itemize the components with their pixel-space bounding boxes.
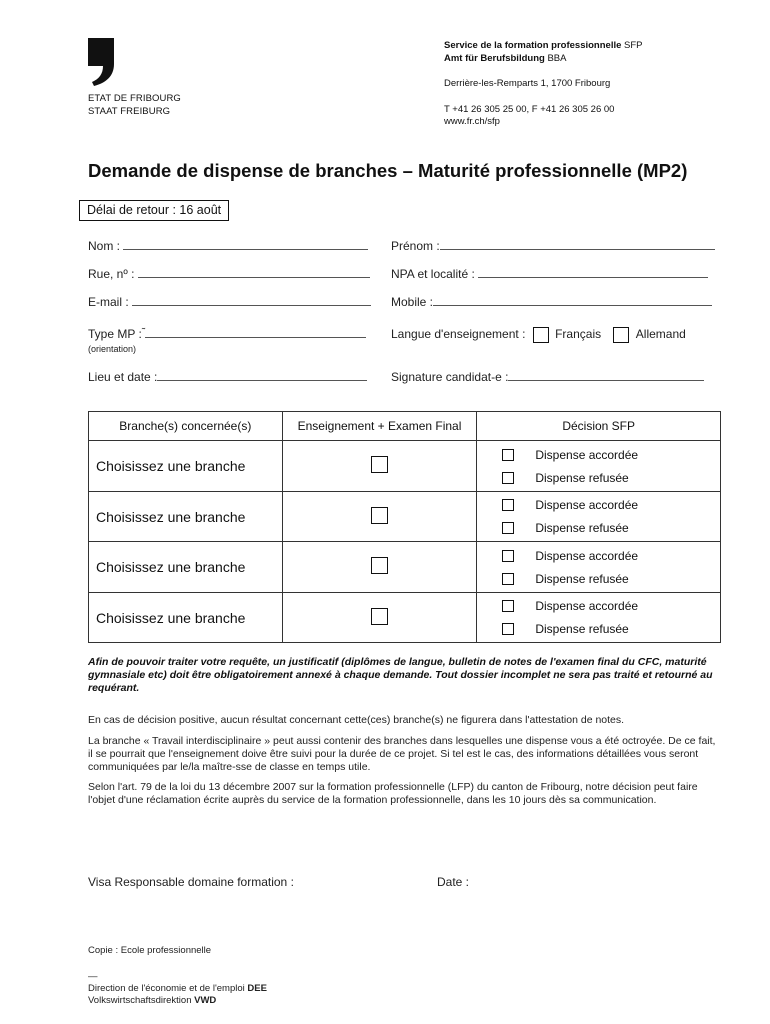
refusee-checkbox[interactable]: [502, 472, 514, 484]
branch-select[interactable]: Choisissez une branche: [89, 593, 283, 643]
table-row: [89, 492, 721, 542]
branch-select[interactable]: Choisissez une branche: [89, 492, 283, 542]
lieu-date-label: Lieu et date :: [88, 370, 158, 384]
signature-field[interactable]: [391, 370, 704, 384]
footer-dir-fr-abbr: DEE: [247, 983, 267, 994]
footer-dir-de-abbr: VWD: [194, 995, 217, 1006]
langue-label: Langue d'enseignement :: [391, 327, 526, 342]
table-row: [89, 593, 721, 643]
enseignement-checkbox[interactable]: [371, 507, 388, 524]
service-phone: T +41 26 305 25 00, F +41 26 305 26 00: [444, 103, 615, 115]
table-row: [89, 542, 721, 593]
service-fr-abbr: SFP: [621, 40, 643, 51]
paragraph-travail: La branche « Travail interdisciplinaire » peut aussi contenir des branches dans lesquelles une dispense vous a été octroyée. De ce fait, il se pourrait que l'enseignement doive être suivi pour la durée de ce projet. Si tel est le cas, des informations détaillées vous seront communiquées par le/la maître-sse de classe en temps utile.: [88, 735, 716, 773]
refusee-checkbox[interactable]: [502, 573, 514, 585]
refusee-label: Dispense refusée: [535, 622, 629, 636]
service-fr: Service de la formation professionnelle: [444, 40, 622, 51]
francais-label: Français: [555, 327, 602, 342]
refusee-checkbox[interactable]: [502, 522, 514, 534]
page-title: Demande de dispense de branches – Maturité professionnelle (MP2): [88, 160, 688, 181]
table-row: [89, 441, 721, 492]
type-mp-field[interactable]: [88, 327, 366, 341]
service-address-block: [444, 40, 643, 129]
footer: [88, 971, 267, 1007]
notice-text: Afin de pouvoir traiter votre requête, un justificatif (diplômes de langue, bulletin de notes de l'examen final du CFC, maturité gymnasiale etc) doit être obligatoirement annexé à chaque demande. Tout dossier incomplet ne sera pas traité et retourné au requérant.: [88, 656, 713, 694]
accordee-label: Dispense accordée: [535, 548, 639, 563]
footer-dir-de: Volkswirtschaftsdirektion: [88, 995, 195, 1006]
col-branches: Branche(s) concernée(s): [89, 412, 283, 441]
accordee-label: Dispense accordée: [535, 599, 639, 613]
type-mp-label: Type MP :: [88, 327, 142, 341]
rue-label: Rue, nº :: [88, 267, 135, 281]
allemand-checkbox[interactable]: [613, 327, 629, 343]
prenom-label: Prénom :: [391, 239, 440, 253]
accordee-checkbox[interactable]: [502, 550, 514, 562]
copie-text: Copie : Ecole professionnelle: [88, 945, 212, 956]
enseignement-checkbox[interactable]: [371, 608, 388, 625]
allemand-label: Allemand: [635, 327, 686, 342]
service-de-abbr: BBA: [544, 52, 567, 64]
canton-fr: ETAT DE FRIBOURG: [88, 93, 181, 104]
npa-label: NPA et localité :: [391, 267, 475, 281]
enseignement-checkbox[interactable]: [371, 557, 388, 574]
enseignement-checkbox[interactable]: [371, 456, 388, 473]
paragraph-reclamation: Selon l'art. 79 de la loi du 13 décembre 2007 sur la formation professionnelle (LFP) du canton de Fribourg, notre décision peut faire l'objet d'une réclamation écrite auprès du service de la formation professionnelle, dans les 10 jours dès sa communication.: [88, 781, 698, 806]
orientation-hint: (orientation): [88, 344, 137, 354]
type-mp-value: ˜: [141, 327, 146, 338]
service-address: Derrière-les-Remparts 1, 1700 Fribourg: [444, 78, 611, 89]
footer-dash: —: [88, 971, 98, 982]
date-label: Date :: [437, 875, 470, 889]
refusee-label: Dispense refusée: [535, 571, 629, 586]
npa-field[interactable]: [391, 267, 708, 281]
deadline-box: Délai de retour : 16 août: [79, 200, 229, 221]
visa-label: Visa Responsable domaine formation :: [88, 875, 294, 889]
footer-dir-fr: Direction de l'économie et de l'emploi: [88, 983, 248, 994]
prenom-field[interactable]: [391, 239, 715, 253]
service-web[interactable]: www.fr.ch/sfp: [444, 116, 500, 127]
canton-de: STAAT FREIBURG: [88, 106, 171, 117]
email-label: E-mail :: [88, 295, 129, 309]
branch-select[interactable]: Choisissez une branche: [89, 441, 283, 492]
refusee-label: Dispense refusée: [535, 521, 629, 535]
canton-name: [88, 92, 181, 118]
branch-select[interactable]: Choisissez une branche: [89, 542, 283, 593]
lieu-date-field[interactable]: [88, 370, 367, 384]
nom-label: Nom :: [88, 239, 121, 253]
branches-table: [88, 411, 721, 643]
francais-checkbox[interactable]: [533, 327, 549, 343]
accordee-checkbox[interactable]: [502, 499, 514, 511]
email-field[interactable]: [88, 295, 371, 309]
table-header-row: [89, 412, 721, 441]
signature-label: Signature candidat-e :: [391, 370, 509, 384]
col-decision: Décision SFP: [477, 412, 721, 441]
langue-field: [391, 327, 686, 343]
mobile-label: Mobile :: [391, 295, 434, 309]
accordee-label: Dispense accordée: [535, 498, 639, 512]
accordee-label: Dispense accordée: [535, 447, 639, 462]
accordee-checkbox[interactable]: [502, 600, 514, 612]
refusee-label: Dispense refusée: [535, 470, 629, 485]
mobile-field[interactable]: [391, 295, 712, 309]
accordee-checkbox[interactable]: [502, 449, 514, 461]
service-de: Amt für Berufsbildung: [444, 52, 545, 64]
nom-field[interactable]: [88, 239, 368, 253]
fribourg-logo-icon: [86, 38, 116, 86]
col-enseignement: Enseignement + Examen Final: [282, 412, 477, 441]
rue-field[interactable]: [88, 267, 370, 281]
refusee-checkbox[interactable]: [502, 623, 514, 635]
paragraph-attestation: En cas de décision positive, aucun résultat concernant cette(ces) branche(s) ne figurera dans l'attestation de notes.: [88, 714, 625, 726]
